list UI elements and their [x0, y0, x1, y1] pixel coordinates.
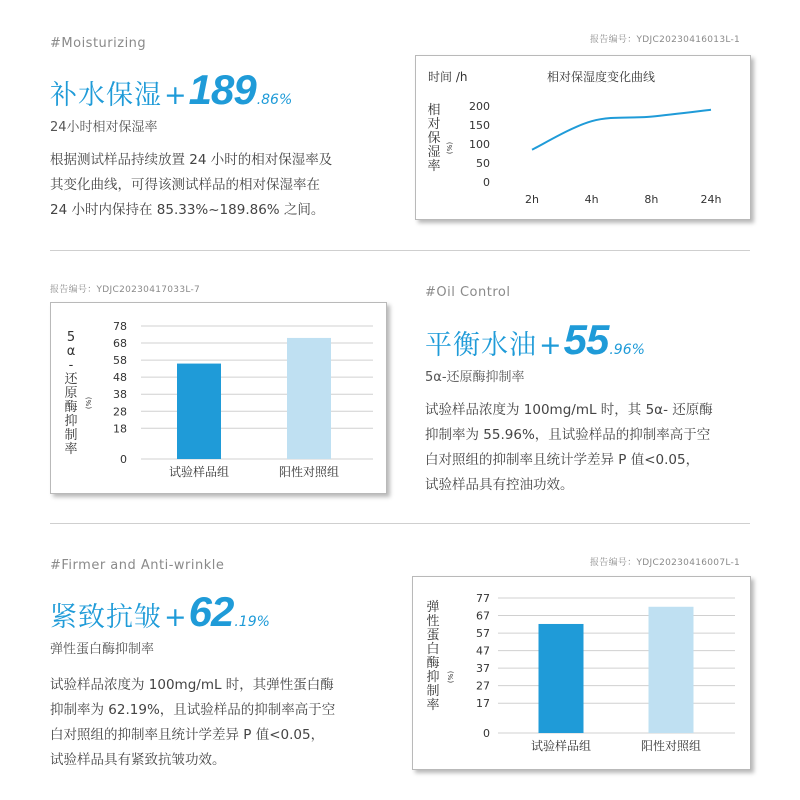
y-tick-label: 27 [476, 679, 490, 693]
y-tick-label: 48 [113, 371, 127, 385]
body-line: 24 小时内保持在 85.33%~189.86% 之间。 [50, 202, 325, 218]
body-line: 试验样品具有紧致抗皱功效。 [50, 752, 226, 768]
bar [649, 607, 694, 733]
headline [50, 66, 292, 114]
bar [287, 338, 331, 459]
y-axis-unit: (%) [447, 670, 455, 684]
y-axis-label: 制 [64, 428, 78, 443]
y-tick-label: 38 [113, 388, 127, 402]
headline-decimal: .86% [256, 92, 293, 108]
y-axis-unit: (%) [85, 396, 93, 410]
bar-chart-card [50, 302, 387, 494]
y-axis-label: 抑 [64, 414, 78, 429]
chart-title: 相对保湿度变化曲线 [546, 70, 656, 84]
body-line: 试验样品具有控油功效。 [425, 477, 574, 493]
y-tick-label: 37 [476, 662, 490, 676]
y-tick-label: 78 [113, 320, 127, 333]
y-tick-label: 50 [476, 157, 490, 170]
body-line: 白对照组的抑制率且统计学差异 P 值<0.05， [50, 727, 325, 743]
y-tick-label: 0 [120, 453, 127, 466]
y-axis-label: 对 [427, 117, 441, 132]
headline-decimal: .19% [234, 614, 270, 630]
headline-value: 189 [188, 66, 256, 113]
y-tick-label: 47 [476, 644, 490, 658]
y-axis-label: 率 [427, 159, 441, 174]
section-body [425, 398, 760, 498]
bar-chart [51, 303, 386, 493]
y-tick-label: 58 [113, 354, 127, 368]
section-subtitle: 5α-还原酶抑制率 [425, 370, 525, 385]
y-axis-label: 白 [426, 642, 440, 657]
y-axis-label: 性 [426, 614, 440, 629]
body-line: 试验样品浓度为 100mg/mL 时，其 5α- 还原酶 [425, 402, 713, 418]
y-tick-label: 0 [483, 727, 490, 740]
headline-plus: + [539, 330, 562, 361]
y-axis-label: 酶 [64, 400, 78, 415]
line-chart-card [415, 55, 751, 220]
headline-plus: + [164, 80, 187, 111]
body-line: 白对照组的抑制率且统计学差异 P 值<0.05， [425, 452, 700, 468]
report-number: 报告编号：YDJC20230417033L-7 [50, 285, 201, 295]
x-tick-label: 阳性对照组 [278, 465, 340, 479]
y-tick-label: 28 [113, 405, 127, 419]
x-tick-label: 2h [525, 193, 539, 206]
bar-chart [413, 577, 750, 769]
y-tick-label: 200 [469, 100, 490, 113]
y-tick-label: 18 [113, 422, 127, 436]
headline [425, 316, 645, 364]
line-chart [416, 56, 750, 219]
report-number: 报告编号：YDJC20230416013L-1 [590, 35, 741, 45]
body-line: 抑制率为 55.96%，且试验样品的抑制率高于空 [425, 427, 711, 443]
y-axis-label: α [66, 344, 76, 359]
y-axis-label: 还 [64, 372, 78, 387]
y-tick-label: 67 [476, 609, 490, 623]
y-axis-label: 率 [64, 442, 78, 457]
headline-decimal: .96% [609, 342, 645, 358]
x-tick-label: 24h [700, 193, 722, 206]
headline-title: 平衡水油 [425, 330, 537, 361]
y-axis-label: 酶 [426, 656, 440, 671]
series-line [532, 110, 711, 150]
section-tag: #Moisturizing [50, 36, 147, 51]
y-axis-label: 5 [66, 330, 76, 345]
y-axis-label: 抑 [426, 670, 440, 685]
y-tick-label: 0 [483, 176, 490, 189]
x-axis-label: 时间 /h [428, 70, 468, 84]
y-tick-label: 17 [476, 697, 490, 711]
section-tag: #Oil Control [425, 285, 511, 300]
y-axis-label: 弹 [426, 600, 440, 615]
y-axis-label: 相 [427, 103, 441, 118]
x-tick-label: 8h [644, 193, 659, 206]
y-axis-label: - [68, 358, 74, 373]
y-tick-label: 57 [476, 627, 490, 641]
report-number: 报告编号：YDJC20230416007L-1 [590, 558, 741, 568]
y-axis-label: 湿 [427, 145, 441, 160]
y-axis-label: 率 [426, 698, 440, 713]
y-tick-label: 68 [113, 337, 127, 351]
x-tick-label: 阳性对照组 [640, 739, 702, 753]
x-tick-label: 试验样品组 [530, 739, 592, 753]
x-tick-label: 试验样品组 [168, 465, 230, 479]
headline-plus: + [164, 602, 187, 633]
y-axis-label: 原 [64, 386, 78, 401]
headline [50, 588, 270, 636]
body-line: 试验样品浓度为 100mg/mL 时，其弹性蛋白酶 [50, 677, 334, 693]
headline-value: 62 [188, 588, 234, 635]
body-line: 抑制率为 62.19%，且试验样品的抑制率高于空 [50, 702, 336, 718]
y-axis-label: 蛋 [426, 628, 440, 643]
bar-chart-card [412, 576, 751, 770]
y-axis-label: 制 [426, 684, 440, 699]
body-line: 根据测试样品持续放置 24 小时的相对保湿率及 [50, 152, 333, 168]
y-tick-label: 100 [469, 138, 490, 151]
y-axis-label: 保 [427, 131, 441, 146]
section-body [50, 673, 390, 773]
y-tick-label: 150 [469, 119, 490, 132]
bar [539, 624, 584, 733]
section-subtitle: 弹性蛋白酶抑制率 [50, 642, 155, 657]
headline-title: 补水保湿 [50, 80, 162, 111]
y-axis-unit: (%) [446, 141, 454, 155]
section-tag: #Firmer and Anti-wrinkle [50, 558, 225, 573]
y-tick-label: 77 [476, 592, 490, 605]
headline-title: 紧致抗皱 [50, 602, 162, 633]
divider [50, 523, 750, 524]
bar [177, 364, 221, 459]
body-line: 其变化曲线，可得该测试样品的相对保湿率在 [50, 177, 320, 193]
x-tick-label: 4h [584, 193, 599, 206]
section-body [50, 148, 390, 223]
section-subtitle: 24小时相对保湿率 [50, 120, 158, 135]
headline-value: 55 [563, 316, 609, 363]
divider [50, 250, 750, 251]
